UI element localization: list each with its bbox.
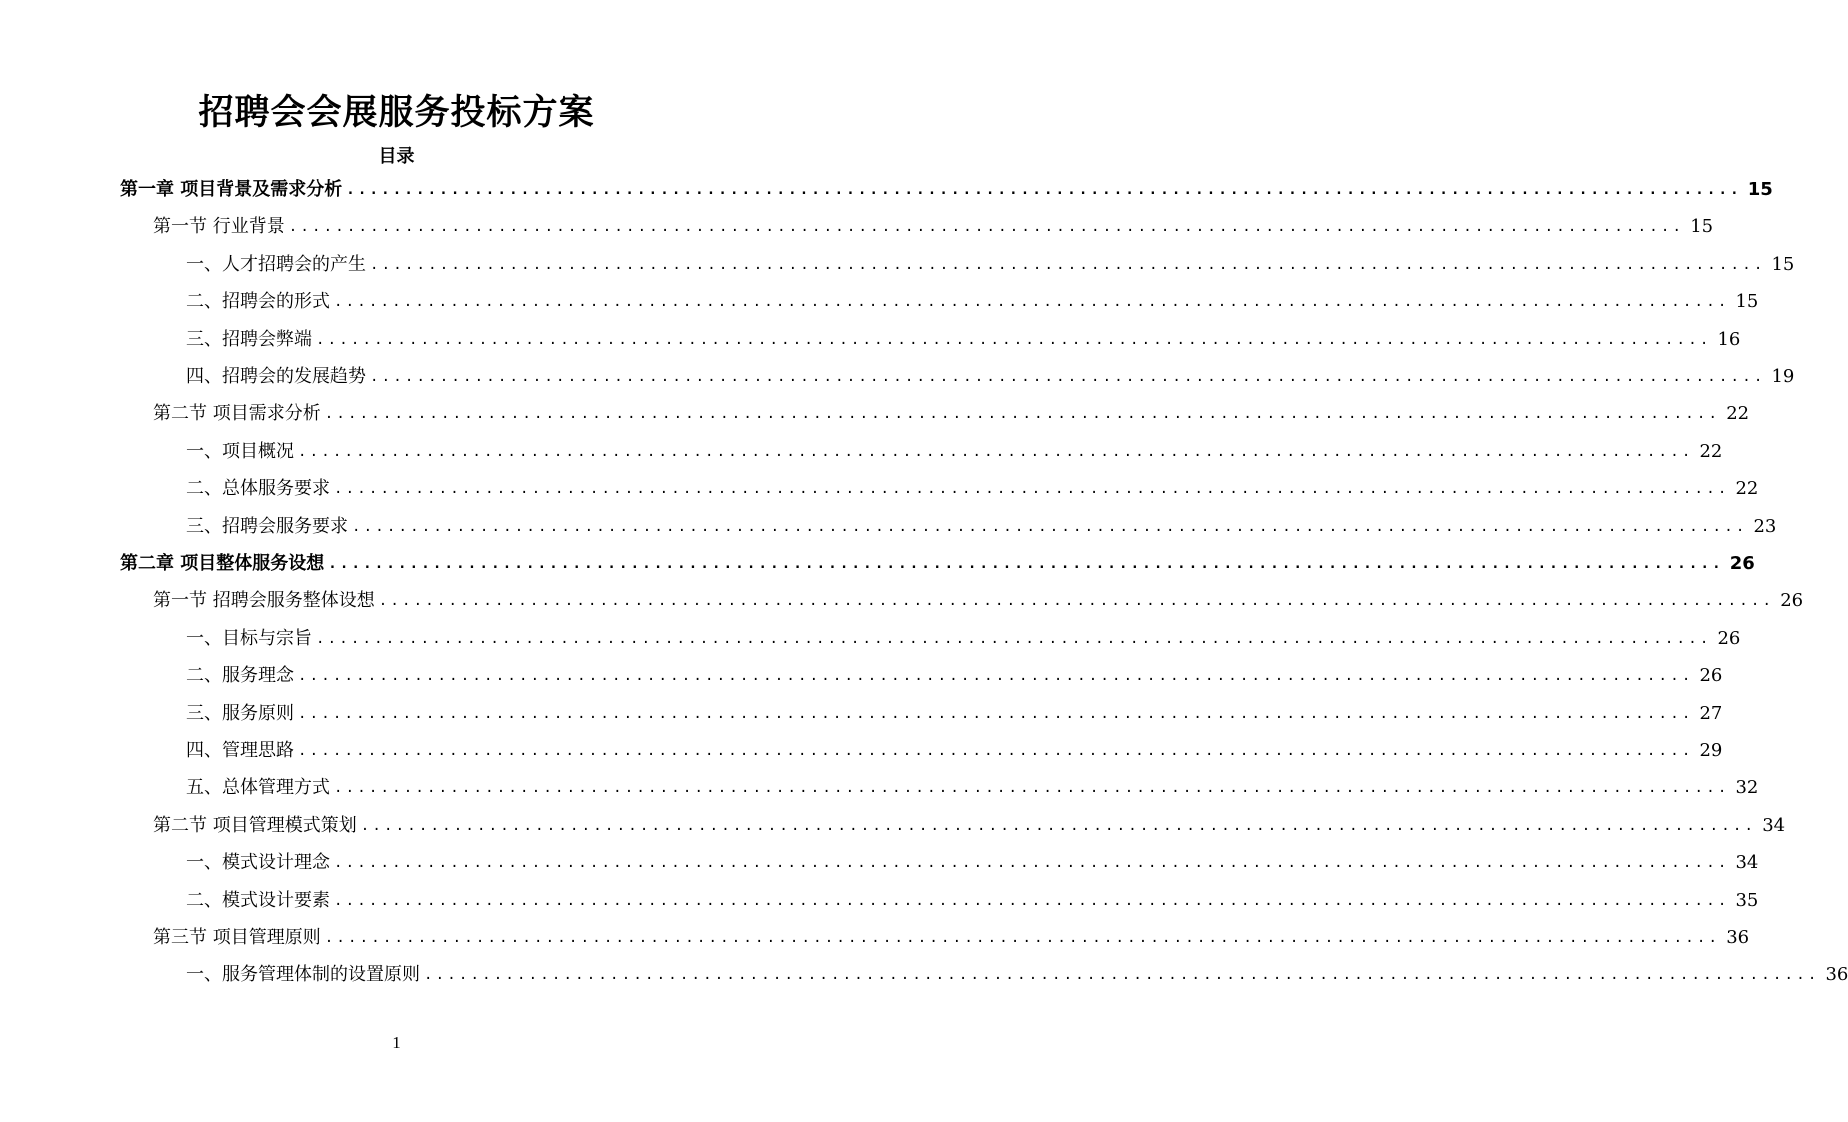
toc-entry[interactable] <box>186 289 1759 315</box>
toc-leader-dots: ........................................................................................................................ <box>298 443 1694 460</box>
toc-heading: 目录 <box>378 146 415 167</box>
toc-entry-title: 四、招聘会的发展趋势 <box>186 366 366 387</box>
toc-entry-page: 34 <box>1735 852 1759 874</box>
toc-leader-dots: ........................................................................................................................ <box>334 294 1730 311</box>
toc-entry-page: 36 <box>1825 964 1848 986</box>
toc-entry-page: 15 <box>1690 216 1714 238</box>
toc-leader-dots: ........................................................................................................................ <box>352 518 1748 535</box>
toc-entry[interactable] <box>153 588 1804 614</box>
toc-entry[interactable] <box>186 962 1848 988</box>
toc-entry[interactable] <box>120 551 1755 577</box>
toc-entry-title: 二、模式设计要素 <box>186 889 330 911</box>
toc-leader-dots: ........................................................................................................................ <box>346 182 1742 198</box>
toc-entry-title: 第三节 项目管理原则 <box>153 927 321 948</box>
toc-entry[interactable] <box>153 813 1786 839</box>
toc-leader-dots: ........................................................................................................................ <box>370 369 1766 385</box>
toc-entry-page: 27 <box>1699 702 1723 724</box>
toc-entry-title: 第二节 项目需求分析 <box>153 403 321 425</box>
toc-entry-title: 三、服务原则 <box>186 702 294 724</box>
toc-leader-dots: ........................................................................................................................ <box>370 256 1766 273</box>
toc-entry[interactable] <box>186 775 1759 801</box>
toc-leader-dots: ........................................................................................................................ <box>328 556 1724 572</box>
toc-entry-page: 15 <box>1771 253 1795 275</box>
toc-leader-dots: ........................................................................................................................ <box>378 593 1775 610</box>
toc-leader-dots: ........................................................................................................................ <box>298 743 1694 759</box>
toc-entry-page: 15 <box>1747 179 1773 200</box>
toc-entry-title: 二、服务理念 <box>186 665 294 687</box>
toc-entry-page: 34 <box>1762 814 1786 836</box>
toc-entry-page: 23 <box>1753 515 1777 537</box>
toc-leader-dots: ........................................................................................................................ <box>424 967 1820 984</box>
toc-leader-dots: ........................................................................................................................ <box>334 855 1730 872</box>
toc-entry-page: 19 <box>1771 366 1795 387</box>
toc-leader-dots: ........................................................................................................................ <box>298 705 1694 722</box>
toc-entry-page: 22 <box>1726 403 1750 425</box>
toc-entry-title: 三、招聘会服务要求 <box>186 515 348 537</box>
toc-leader-dots: ........................................................................................................................ <box>334 892 1730 909</box>
toc-entry-title: 一、服务管理体制的设置原则 <box>186 964 420 986</box>
document-title: 招聘会会展服务投标方案 <box>198 93 595 133</box>
toc-entry-page: 29 <box>1699 740 1723 761</box>
toc-entry[interactable] <box>120 177 1773 203</box>
toc-entry-page: 16 <box>1717 328 1741 350</box>
toc-leader-dots: ........................................................................................................................ <box>298 668 1694 685</box>
toc-entry-title: 一、项目概况 <box>186 440 294 462</box>
toc-entry-title: 第一章 项目背景及需求分析 <box>120 179 343 200</box>
toc-entry-page: 26 <box>1729 553 1755 574</box>
toc-entry-title: 第一节 行业背景 <box>153 216 285 238</box>
toc-entry-page: 26 <box>1780 590 1804 612</box>
toc-entry[interactable] <box>153 214 1714 240</box>
toc-entry-title: 第二章 项目整体服务设想 <box>120 553 325 574</box>
toc-entry-title: 五、总体管理方式 <box>186 777 330 799</box>
toc-entry-title: 三、招聘会弊端 <box>186 328 312 350</box>
toc-entry[interactable] <box>153 925 1750 951</box>
toc-leader-dots: ........................................................................................................................ <box>334 481 1730 498</box>
toc-leader-dots: ........................................................................................................................ <box>324 406 1721 423</box>
toc-entry[interactable] <box>186 514 1777 540</box>
toc-leader-dots: ........................................................................................................................ <box>324 930 1721 946</box>
toc-entry-title: 二、总体服务要求 <box>186 478 330 500</box>
toc-entry-page: 26 <box>1717 627 1741 649</box>
toc-entry-title: 一、目标与宗旨 <box>186 627 312 649</box>
toc-leader-dots: ........................................................................................................................ <box>288 219 1685 236</box>
toc-entry-page: 22 <box>1735 478 1759 500</box>
toc-entry-title: 二、招聘会的形式 <box>186 291 330 313</box>
toc-entry[interactable] <box>186 850 1759 876</box>
toc-entry[interactable] <box>186 738 1723 764</box>
toc-entry-page: 15 <box>1735 291 1759 313</box>
toc-entry[interactable] <box>186 439 1723 465</box>
toc-entry-title: 一、人才招聘会的产生 <box>186 253 366 275</box>
toc-entry-page: 35 <box>1735 889 1759 911</box>
toc-entry-title: 一、模式设计理念 <box>186 852 330 874</box>
toc-entry-title: 第二节 项目管理模式策划 <box>153 814 357 836</box>
toc-entry-page: 26 <box>1699 665 1723 687</box>
toc-leader-dots: ........................................................................................................................ <box>316 331 1712 348</box>
toc-entry[interactable] <box>186 327 1741 353</box>
toc-entry[interactable] <box>153 401 1750 427</box>
toc-entry[interactable] <box>186 701 1723 727</box>
toc-entry[interactable] <box>186 364 1795 390</box>
toc-entry-title: 四、管理思路 <box>186 740 294 761</box>
toc-leader-dots: ........................................................................................................................ <box>334 780 1730 797</box>
toc-leader-dots: ........................................................................................................................ <box>360 817 1757 834</box>
toc-entry-page: 22 <box>1699 440 1723 462</box>
toc-entry[interactable] <box>186 626 1741 652</box>
toc-entry-page: 36 <box>1726 927 1750 948</box>
toc-entry-page: 32 <box>1735 777 1759 799</box>
toc-entry[interactable] <box>186 888 1759 914</box>
page-number: 1 <box>392 1033 401 1052</box>
toc-leader-dots: ........................................................................................................................ <box>316 630 1712 647</box>
toc-entry[interactable] <box>186 476 1759 502</box>
toc-entry[interactable] <box>186 663 1723 689</box>
toc-entry[interactable] <box>186 252 1795 278</box>
toc-entry-title: 第一节 招聘会服务整体设想 <box>153 590 375 612</box>
